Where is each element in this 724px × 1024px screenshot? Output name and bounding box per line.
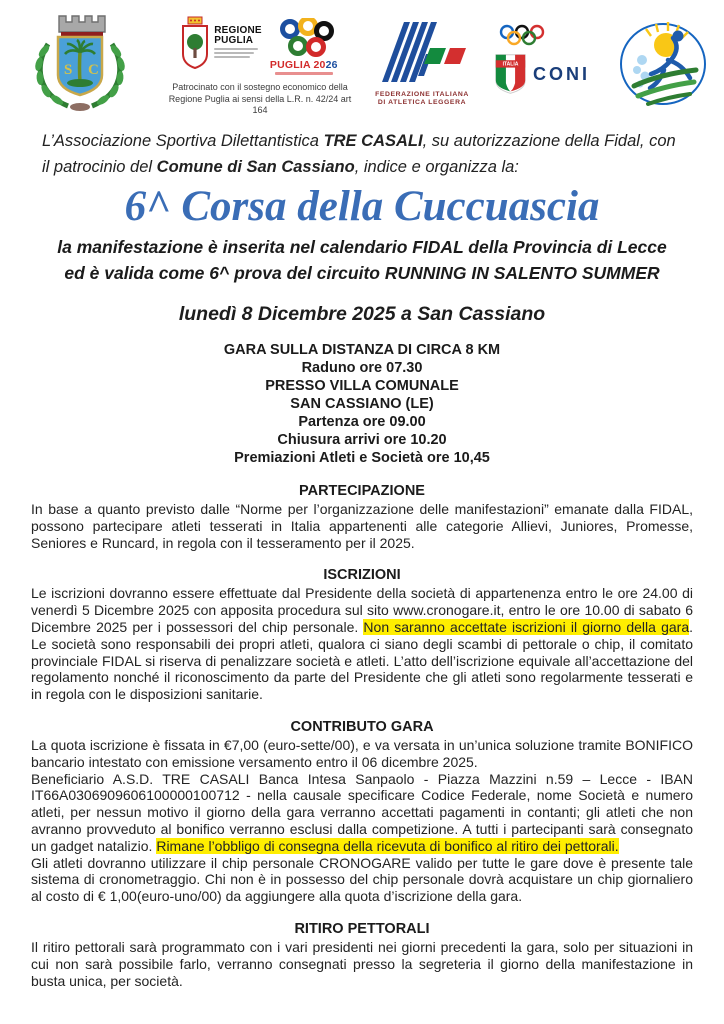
patrocinio-caption: Patrocinato con il sostegno economico della Regione Puglia ai sensi della L.R. n. 42/24 art 164	[168, 82, 352, 115]
puglia-2026-label-red: PUGLIA 20	[269, 59, 326, 71]
regione-line1: REGIONE	[214, 25, 262, 36]
detail-partenza: Partenza ore 09.00	[298, 414, 426, 430]
race-details	[31, 341, 693, 467]
contributo-highlighted-text: Rimane l’obbligo di consegna della ricevuta di bonifico al ritiro dei pettorali.	[156, 837, 619, 854]
fidal-stripes-icon	[374, 20, 470, 84]
intro-org-name: TRE CASALI	[323, 132, 423, 150]
detail-citta: SAN CASSIANO (LE)	[290, 396, 434, 412]
iscrizioni-text-1: Le iscrizioni dovranno essere effettuate dal Presidente della società di appartenenza entro le ore 24.00 di venerdì 5 Dicembre 2025 con apposita procedura sul sito www.cronogare.it, entro le ore 10.00 di sabato 6 Dicembre 2025 per i possessori del chip personale.	[31, 585, 693, 635]
coni-row	[494, 51, 590, 97]
coa-initial-left: S	[64, 62, 73, 78]
section-heading-iscrizioni: ISCRIZIONI	[323, 567, 401, 584]
contributo-paragraph-3: Gli atleti dovranno utilizzare il chip personale CRONOGARE valido per tutte le gare dove è presente tale sistema di cronometraggio. Chi non è in possesso del chip personale dovrà acquistare un chip giornaliero al costo di € 1,00(euro-uno/00) da aggiungere alla quota d’iscrizione della gara.	[31, 854, 693, 905]
fidal-logo	[372, 20, 472, 107]
patrocinio-block	[162, 16, 358, 117]
intro-paragraph	[42, 128, 682, 180]
regione-puglia-logo	[180, 16, 262, 70]
intro-text-2: , su autorizzazione della Fidal, con il patrocinio del	[42, 132, 676, 176]
event-title: 6^ Corsa della Cuccuascia	[124, 183, 600, 230]
puglia-2026-logo	[268, 16, 340, 75]
iscrizioni-text-2: . Le società sono responsabili dei propri atleti, qualora ci siano degli scambi di pettorale o chip, il comitato provinciale FIDAL si riserva di penalizzare società e atleti. L’atto dell’iscrizione equivale all’accettazione del regolamento nonché il riconoscimento da parte del Presidente che gli atleti sono regolarmente tesserati e in regola con le disposizioni sanitarie.	[31, 618, 694, 703]
coni-wordmark: CONI	[533, 63, 590, 84]
section-heading-ritiro-pettorali: RITIRO PETTORALI	[294, 920, 430, 937]
intro-text-1: L’Associazione Sportiva Dilettantistica	[42, 132, 324, 150]
section-heading-partecipazione: PARTECIPAZIONE	[299, 483, 425, 499]
section-heading-contributo-gara: CONTRIBUTO GARA	[290, 718, 434, 735]
crown-icon	[59, 16, 105, 36]
logo-band	[0, 0, 724, 116]
regione-microtext-bar	[214, 48, 258, 50]
event-date: lunedì 8 Dicembre 2025 a San Cassiano	[178, 303, 546, 325]
fidal-caption-line1: FEDERAZIONE ITALIANA	[375, 91, 469, 98]
section-body-ritiro-pettorali: Il ritiro pettorali sarà programmato con i vari presidenti nei giorni precedenti la gara, solo per situazioni in cui non sarà possibile farlo, verranno consegnati presso la segreteria il giorno della manifestazione in busta unica, per società.	[31, 938, 693, 989]
puglia-2026-microtext-bar	[275, 72, 333, 75]
patrocinio-logos	[162, 16, 358, 75]
document-body	[0, 128, 724, 989]
coa-initial-right: C	[88, 62, 99, 78]
puglia-2026-rings-icon	[268, 18, 340, 60]
iscrizioni-highlighted-text: Non saranno accettate iscrizioni il giorno della gara	[363, 618, 690, 635]
coni-logo	[494, 24, 590, 97]
intro-text-3: , indice e organizza la:	[354, 158, 519, 176]
section-body-iscrizioni	[31, 585, 693, 703]
detail-premiazioni: Premiazioni Atleti e Società ore 10,45	[234, 450, 490, 466]
san-cassiano-coat-of-arms-icon	[26, 6, 134, 114]
detail-luogo: PRESSO VILLA COMUNALE	[265, 378, 459, 394]
intro-comune-name: Comune di San Cassiano	[156, 158, 355, 176]
detail-distance: GARA SULLA DISTANZA DI CIRCA 8 KM	[223, 342, 501, 358]
detail-chiusura: Chiusura arrivi ore 10.20	[277, 432, 447, 448]
contributo-paragraph-1: La quota iscrizione è fissata in €7,00 (euro-sette/00), e va versata in un’unica soluzione tramite BONIFICO bancario intestato con emissione versamento entro il 06 dicembre 2025.	[31, 736, 693, 770]
coni-shield-icon	[494, 51, 527, 97]
event-subtitle: la manifestazione è inserita nel calendario FIDAL della Provincia di Lecce ed è valida come 6^ prova del circuito RUNNING IN SALENTO SUMMER	[57, 237, 667, 283]
contributo-text-1: Beneficiario A.S.D. TRE CASALI Banca Intesa Sanpaolo - Piazza Mazzini n.59 – Lecce - IBAN IT66A0306909606100000100712 - nella causale specificare Codice Federale, nome Società e numero atleti, per nessun motivo il giorno della gara verranno accettati pagamenti in contanti; gli atleti che non avranno provveduto al bonifico verranno esclusi dalla competizione. A tutti i partecipanti sarà consegnato un gadget natalizio.	[31, 770, 693, 854]
section-body-partecipazione: In base a quanto previsto dalle “Norme per l’organizzazione delle manifestazioni” emanate dalla FIDAL, possono partecipare atleti tesserati in Italia appartenenti alle categorie Allievi, Juniores, Promesse, Seniores e Runcard, in regola con il tesseramento per il 2025.	[31, 501, 693, 551]
puglia-2026-wordmark	[270, 60, 338, 71]
puglia-2026-label-blue: 26	[325, 59, 338, 71]
fidal-caption-line2: DI ATLETICA LEGGERA	[377, 99, 467, 106]
running-in-salento-logo-icon	[616, 12, 710, 110]
regione-puglia-wordmark	[214, 16, 262, 58]
regione-microtext-bar	[214, 52, 254, 54]
regione-microtext-bar	[214, 56, 250, 58]
contributo-paragraph-2	[31, 771, 693, 855]
regione-puglia-shield-icon	[180, 16, 210, 70]
coni-shield-label: ITALIA	[502, 61, 519, 68]
regione-line2: PUGLIA	[214, 35, 254, 46]
olympic-rings-icon	[494, 24, 556, 46]
detail-raduno: Raduno ore 07.30	[301, 360, 423, 376]
